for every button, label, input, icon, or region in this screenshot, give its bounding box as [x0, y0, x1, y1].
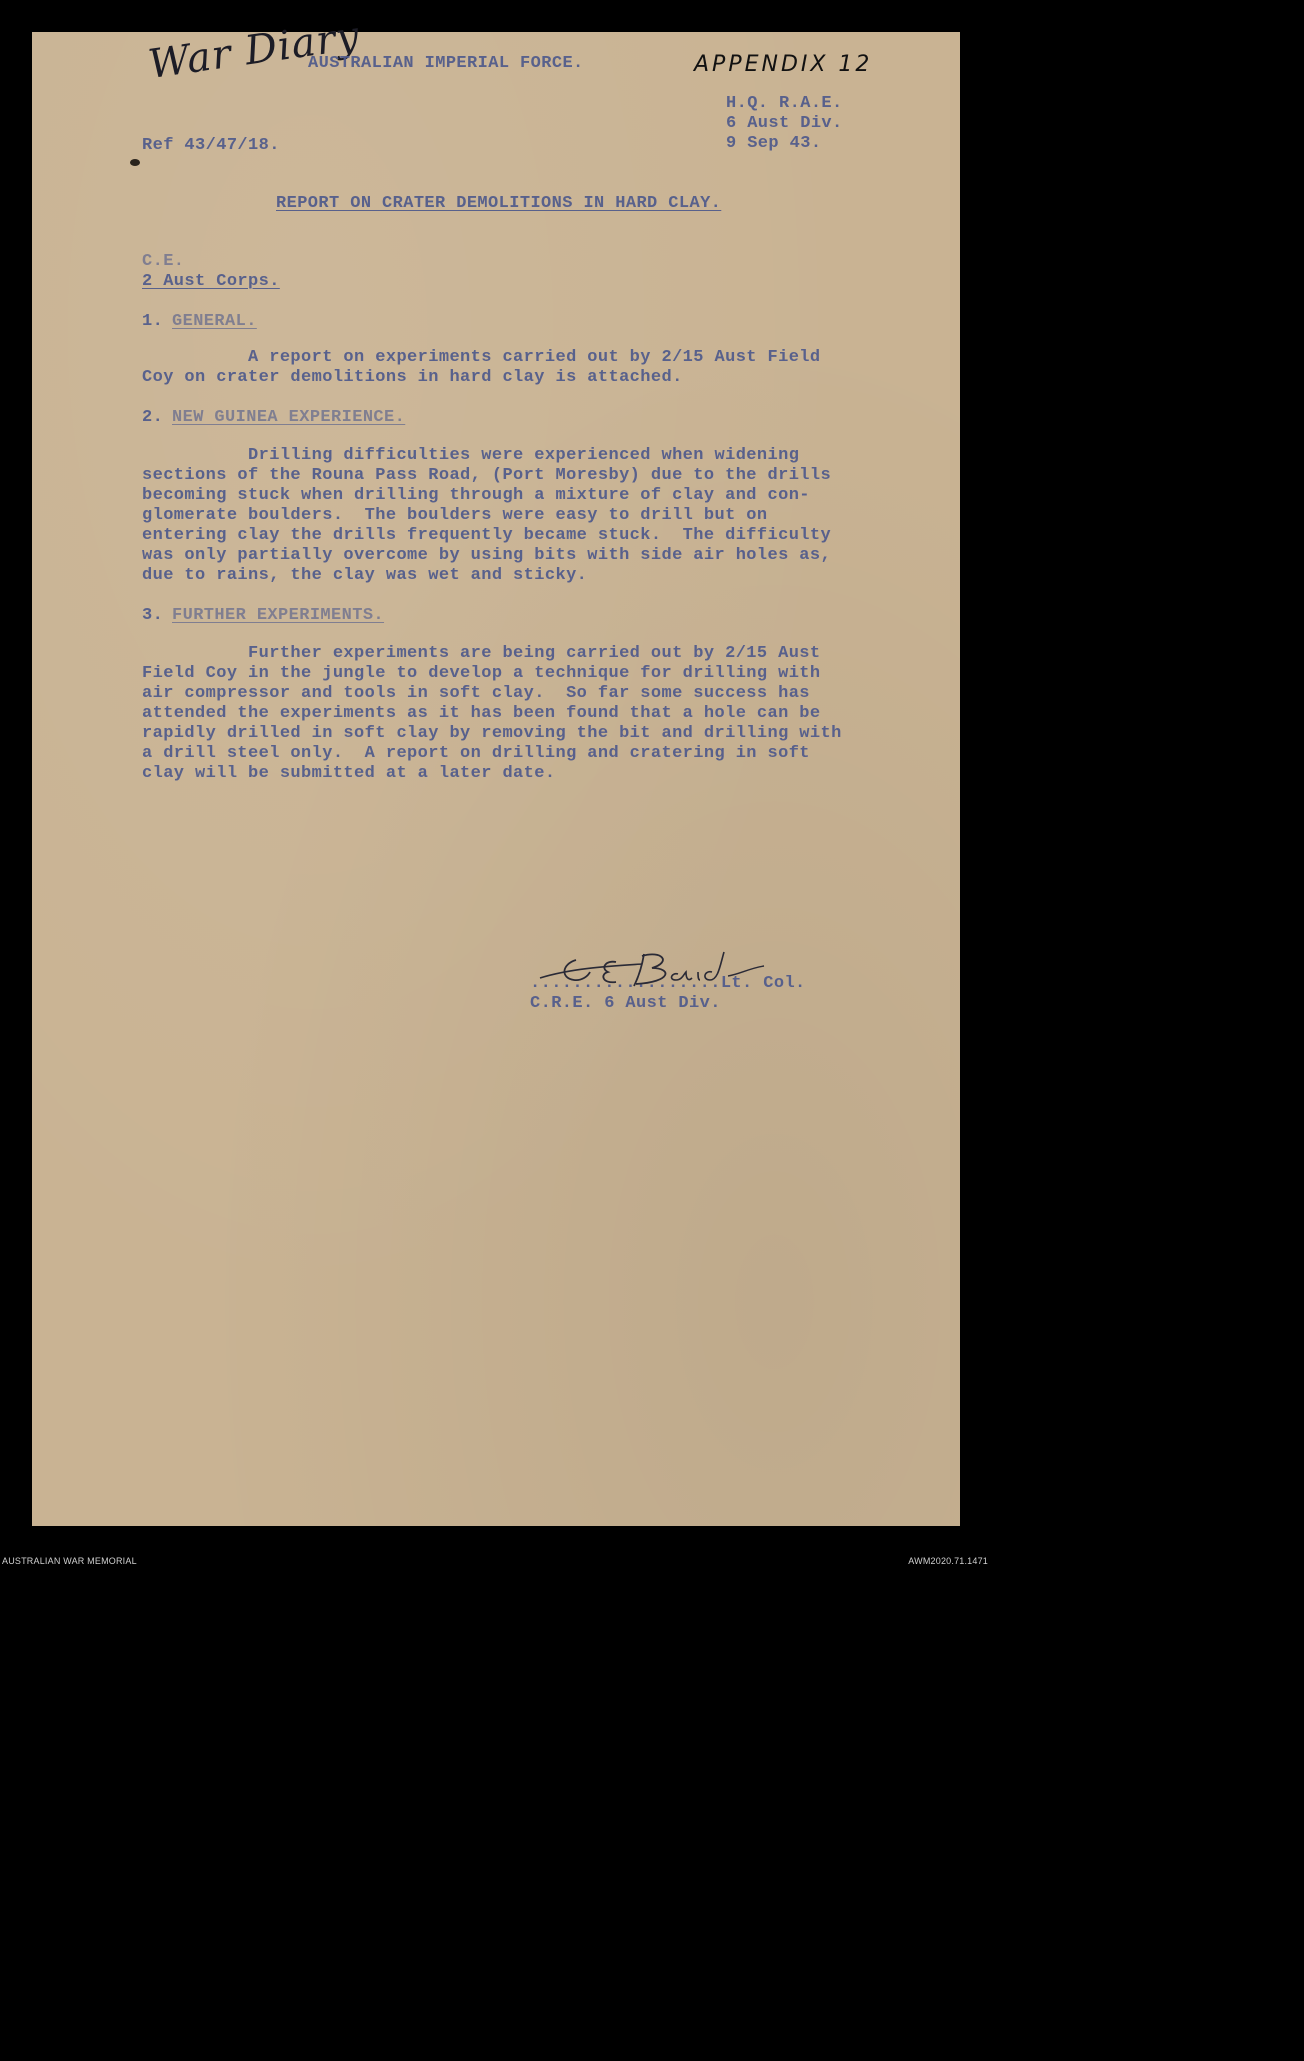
- hq-line: 9 Sep 43.: [726, 134, 822, 153]
- signature-line: ..................Lt. Col.: [530, 974, 806, 993]
- body-line: sections of the Rouna Pass Road, (Port Moresby) due to the drills: [142, 466, 832, 485]
- footer-left: AUSTRALIAN WAR MEMORIAL: [2, 1556, 137, 1566]
- document-page: [32, 12, 960, 1526]
- body-line: Field Coy in the jungle to develop a technique for drilling with: [142, 664, 821, 683]
- document-title: REPORT ON CRATER DEMOLITIONS IN HARD CLAY.: [276, 194, 722, 213]
- section-heading: GENERAL.: [172, 312, 257, 331]
- footer-right: AWM2020.71.1471: [908, 1556, 988, 1566]
- body-line: a drill steel only. A report on drilling and cratering in soft: [142, 744, 810, 763]
- reference-number: Ref 43/47/18.: [142, 136, 280, 155]
- hq-line: H.Q. R.A.E.: [726, 94, 843, 113]
- body-line: was only partially overcome by using bits with side air holes as,: [142, 546, 832, 565]
- section-number: 1.: [142, 312, 164, 331]
- body-line: Drilling difficulties were experienced when widening: [142, 446, 800, 465]
- addressee-line: 2 Aust Corps.: [142, 272, 280, 291]
- punch-hole: [130, 159, 140, 166]
- body-line: entering clay the drills frequently became stuck. The difficulty: [142, 526, 832, 545]
- body-line: Coy on crater demolitions in hard clay is attached.: [142, 368, 683, 387]
- body-line: clay will be submitted at a later date.: [142, 764, 556, 783]
- section-heading: NEW GUINEA EXPERIENCE.: [172, 408, 406, 427]
- addressee-line: C.E.: [142, 252, 185, 271]
- body-line: air compressor and tools in soft clay. So far some success has: [142, 684, 810, 703]
- section-number: 3.: [142, 606, 164, 625]
- body-line: rapidly drilled in soft clay by removing the bit and drilling with: [142, 724, 842, 743]
- body-line: attended the experiments as it has been found that a hole can be: [142, 704, 821, 723]
- section-number: 2.: [142, 408, 164, 427]
- body-line: glomerate boulders. The boulders were easy to drill but on: [142, 506, 768, 525]
- hq-line: 6 Aust Div.: [726, 114, 843, 133]
- body-line: becoming stuck when drilling through a mixture of clay and con-: [142, 486, 810, 505]
- body-line: Further experiments are being carried out by 2/15 Aust: [142, 644, 821, 663]
- appendix-label: APPENDIX 12: [694, 52, 873, 77]
- body-line: due to rains, the clay was wet and sticky.: [142, 566, 588, 585]
- signature-title: C.R.E. 6 Aust Div.: [530, 994, 721, 1013]
- section-heading: FURTHER EXPERIMENTS.: [172, 606, 385, 625]
- handwritten-note: War Diary: [145, 12, 363, 88]
- body-line: A report on experiments carried out by 2/15 Aust Field: [142, 348, 821, 367]
- org-heading: AUSTRALIAN IMPERIAL FORCE.: [308, 54, 584, 73]
